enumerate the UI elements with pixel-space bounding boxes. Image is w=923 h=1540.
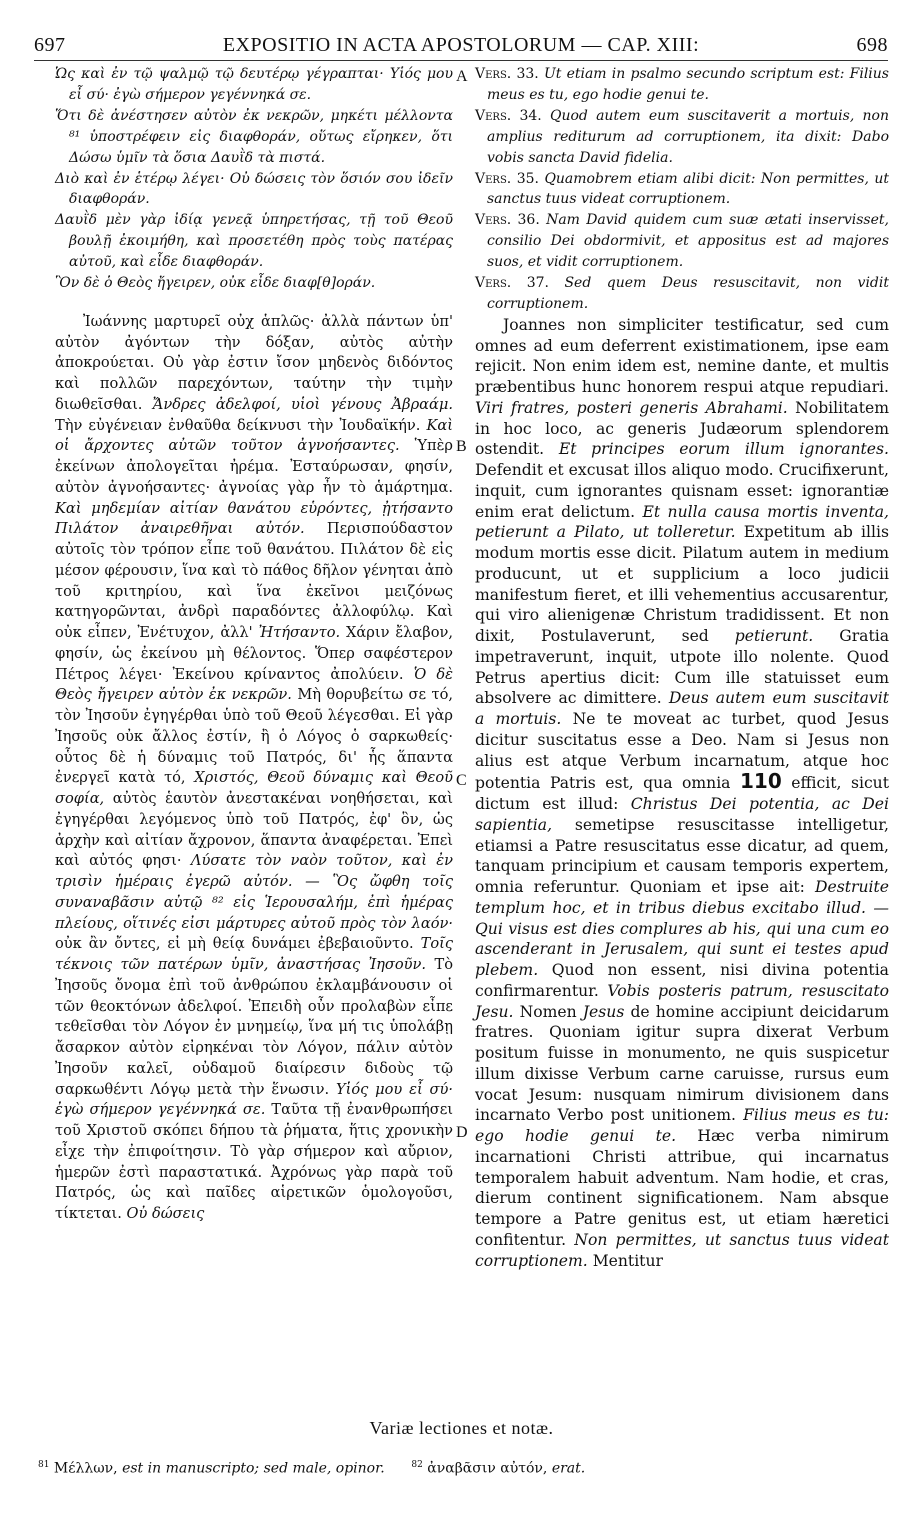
- note-greek: ἀναβᾶσιν αὐτόν,: [427, 1460, 548, 1477]
- latin-lemma: Viri fratres, posteri generis Abrahami.: [475, 398, 788, 417]
- latin-lemma: Deus autem eum suscitavit a mortuis.: [475, 689, 889, 729]
- latin-text: de homine accipiunt deicidarum fratres. Quoniam igitur supra dixerat Verbum positum fuisse in monumento, ne quis suspicetur illum dixisse Verbum carne caruisse, rursus eum vocat Jesum: nusquam nimirum divisionem dans incarnato Verbo post unitionem.: [475, 1002, 889, 1125]
- latin-verse: [475, 169, 889, 211]
- latin-lemma: Christus Dei potentia, ac Dei sapientia,: [475, 795, 889, 834]
- greek-commentary: [55, 312, 453, 1225]
- greek-lemma: Τοῖς τέκνοις τῶν πατέρων ὑμῖν, ἀναστήσας Ἰησοῦν.: [55, 935, 454, 974]
- verse-text: Quod autem eum suscitaverit a mortuis, non amplius rediturum ad corruptionem, ita dixit: Dabo vobis sancta David fidelia.: [487, 107, 889, 166]
- latin-text: Nobilitatem in hoc loco, ac generis Judæorum splendorem ostendit.: [475, 398, 889, 459]
- latin-text: Ne te moveat ac turbet, quod Jesus dicitur suscitatus esse a Deo. Nam si Jesus non alius est atque Verbum incarnatum, atque hoc potentia Patris est, qua omnia: [475, 710, 889, 793]
- verse-text: Nam David quidem cum suæ ætati inservisset, consilio Dei obdormivit, et appositus est ad majores suos, et vidit corruptionem.: [487, 212, 889, 271]
- latin-text: semetipse resuscitasse intelligetur, etiamsi a Patre resuscitatus esse dicatur, ad quem, tanquam principium et causam temporis expertem, omnia referuntur. Quoniam et ipse ait:: [475, 815, 889, 897]
- greek-text: Χάριν ἔλαβον, φησίν, ὡς ἐκείνου μὴ θέλοντος. Ὅπερ σαφέστερον Πέτρος λέγει· Ἐκείνου κρίναντος ἀπολύειν.: [55, 624, 454, 683]
- notes-line: [38, 1460, 898, 1477]
- margin-letter-d: D: [456, 1124, 468, 1141]
- note-greek: Μέλλων,: [53, 1460, 118, 1477]
- latin-lemma: Jesus: [582, 1002, 625, 1021]
- latin-lemma: Filius meus es tu: ego hodie genui te.: [475, 1106, 889, 1146]
- margin-letter-b: B: [456, 438, 467, 455]
- greek-lemma: Καὶ μηδεμίαν αἰτίαν θανάτου εὑρόντες, ᾐτήσαντο Πιλάτον ἀναιρεθῆναι αὐτόν.: [55, 499, 453, 538]
- header-rule: [34, 60, 888, 61]
- page-number-right: 698: [856, 34, 888, 56]
- greek-lemma: Οὐ δώσεις: [126, 1205, 205, 1223]
- latin-verse: [475, 64, 889, 106]
- column-number: 110: [739, 769, 782, 794]
- latin-lemma: Destruite templum hoc, et in tribus diebus excitabo illud. — Qui visus est dies complures ab his, qui una cum eo ascenderant in Jerusalem, qui sunt ei testes apud plebem.: [475, 878, 889, 980]
- latin-text: efficit, sicut dictum est illud:: [475, 774, 889, 814]
- latin-commentary: [475, 315, 889, 1272]
- greek-verse: Ὅτι δὲ ἀνέστησεν αὐτὸν ἐκ νεκρῶν, μηκέτι μέλλοντα ⁸¹ ὑποστρέφειν εἰς διαφθοράν, οὕτως εἴρηκεν, ὅτι Δώσω ὑμῖν τὰ ὅσια Δαυῒδ τὰ πιστά.: [55, 107, 453, 166]
- latin-text: Hæc verba nimirum incarnationi Christi attribue, qui incarnatus temporalem habuit adventum. Nam hodie, et cras, dierum continent significationem. Nam absque tempore a Patre genitus est, ut etiam hæretici confitentur.: [475, 1127, 889, 1249]
- greek-text: Ταῦτα τῇ ἐνανθρωπήσει τοῦ Χριστοῦ σκόπει δήπου τὰ ῥήματα, ἥτις χρονικὴν εἶχε τὴν ἐπιφοίτησιν. Τὸ γὰρ σήμερον καὶ αὔριον, ἡμερῶν ἐστὶ παραστατικά. Ἀχρόνως γὰρ παρὰ τοῦ Πατρός, ὡς καὶ παῖδες αἱρετικῶν ὁμολογοῦσι, τίκτεται.: [55, 1101, 453, 1223]
- greek-verse: Δαυῒδ μὲν γὰρ ἰδίᾳ γενεᾷ ὑπηρετήσας, τῇ τοῦ Θεοῦ βουλῇ ἐκοιμήθη, καὶ προσετέθη πρὸς τοὺς πατέρας αὐτοῦ, καὶ εἶδε διαφθοράν.: [55, 212, 453, 271]
- greek-verse: Ὡς καὶ ἐν τῷ ψαλμῷ τῷ δευτέρῳ γέγραπται· Υἱός μου εἶ σύ· ἐγὼ σήμερον γεγέννηκά σε.: [55, 66, 453, 103]
- latin-lemma: Non permittes, ut sanctus tuus videat corruptionem.: [475, 1230, 889, 1270]
- note-text: est in manuscripto; sed male, opinor.: [122, 1460, 385, 1477]
- page-header: [34, 34, 888, 58]
- verse-label: Vers. 37.: [475, 275, 549, 292]
- latin-lemma: Vobis posteris patrum, resuscitato Jesu.: [475, 981, 889, 1021]
- verse-label: Vers. 36.: [475, 212, 540, 229]
- greek-verse: Διὸ καὶ ἐν ἑτέρῳ λέγει· Οὐ δώσεις τὸν ὅσιόν σου ἰδεῖν διαφθοράν.: [55, 170, 453, 208]
- greek-verse: Ὃν δὲ ὁ Θεὸς ἤγειρεν, οὐκ εἶδε διαφ[θ]οράν.: [55, 275, 376, 292]
- notes-title: Variæ lectiones et notæ.: [369, 1418, 554, 1438]
- latin-text: Gratia impetraverunt, inquit, utpote illo nolente. Quod Petrus apertius dicit: Cum ille statuisset eum absolvere ac dimittere.: [475, 627, 889, 708]
- latin-verse: [475, 106, 889, 169]
- greek-lemma: Χριστός, Θεοῦ δύναμις καὶ Θεοῦ σοφία,: [55, 769, 454, 808]
- greek-lemma: Υἱός μου εἶ σύ· ἐγὼ σήμερον γεγέννηκά σε.: [55, 1080, 453, 1119]
- latin-text: Defendit et excusat illos aliquo modo. Crucifixerunt, inquit, cum ignorantes quisnam esset: ignorantiæ enim erat delictum.: [475, 461, 889, 521]
- margin-letter-c: C: [456, 772, 467, 789]
- verse-text: Ut etiam in psalmo secundo scriptum est: Filius meus es tu, ego hodie genui te.: [487, 66, 889, 103]
- latin-text: Expetitum ab illis modum mortis esse dicit. Pilatum autem in medium producunt, ut et supplicium a loco judicii manifestum fieret, et illi vehementius accusarentur, qui viro alienigenæ Christum tradidissent. Et non dixit, Postulaverunt, sed: [475, 523, 889, 646]
- verse-label: Vers. 34.: [475, 107, 542, 124]
- greek-text: Μὴ θορυβείτω σε τό, τὸν Ἰησοῦν ἐγηγέρθαι ὑπὸ τοῦ Θεοῦ λέγεσθαι. Εἰ γὰρ Ἰησοῦς οὐκ ἄλλος ἐστίν, ἢ ὁ Λόγος ὁ σαρκωθείς· οὗτος δὲ ἡ δύναμις τοῦ Πατρός, δι' ἧς ἅπαντα ἐνεργεῖ κατὰ τό,: [55, 686, 454, 787]
- greek-text: οὐκ ἂν ὄντες, εἰ μὴ θείᾳ δυνάμει ἐβεβαιοῦντο.: [55, 935, 414, 953]
- greek-text: Τὴν εὐγένειαν ἐνθαῦθα δείκνυσι τὴν Ἰουδαϊκήν.: [55, 416, 421, 434]
- latin-text: Nomen: [519, 1002, 577, 1021]
- latin-text: Joannes non simpliciter testificatur, sed cum omnes ad eum deferrent existimationem, ipse eam rejicit. Non enim idem est, nemine dante, et multis præbentibus hunc honorem respui atque repudiari.: [475, 315, 889, 397]
- greek-lemma: Λύσατε τὸν ναὸν τοῦτον, καὶ ἐν τρισὶν ἡμέραις ἐγερῶ αὐτόν. — Ὃς ὤφθη τοῖς συναναβᾶσιν αὐτῷ ⁸² εἰς Ἱερουσαλήμ, ἐπὶ ἡμέρας πλείους, οἵτινές εἰσι μάρτυρες αὐτοῦ πρὸς τὸν λαόν·: [55, 852, 454, 932]
- latin-verse: [475, 210, 889, 273]
- greek-text: Ἰωάννης μαρτυρεῖ οὐχ ἁπλῶς· ἀλλὰ πάντων ὑπ' αὐτὸν ἀγόντων τὴν δόξαν, αὐτὸς αὐτὴν ἀποκρούεται. Οὐ γὰρ ἐστιν ἴσον μηδενὸς διδόντος καὶ πολλῶν παρεχόντων, ταύτην τὴν τιμὴν διωθεῖσθαι.: [55, 312, 453, 413]
- latin-lemma: Et principes eorum illum ignorantes.: [558, 440, 889, 459]
- margin-letter-a: A: [456, 68, 468, 85]
- note-marker: 82: [411, 1460, 423, 1470]
- latin-verse: [475, 273, 889, 315]
- greek-column: [55, 64, 453, 1225]
- page-number-left: 697: [34, 34, 66, 56]
- greek-lemma: Ὁ δὲ Θεὸς ἤγειρεν αὐτὸν ἐκ νεκρῶν.: [55, 665, 453, 704]
- greek-lemma: Ἄνδρες ἀδελφοί, υἱοὶ γένους Ἀβραάμ.: [152, 395, 454, 413]
- verse-text: Sed quem Deus resuscitavit, non vidit corruptionem.: [487, 275, 889, 312]
- latin-column: [475, 64, 889, 1271]
- greek-text: αὐτὸς ἑαυτὸν ἀνεστακέναι νοηθήσεται, καὶ ἐγηγέρθαι λεγόμενος ὑπὸ τοῦ Πατρός, ἐφ' ὃν, ὡς ἀρχὴν καὶ αἰτίαν ἄχρονον, ἅπαντα ἀναφέρεται. Ἐπεὶ καὶ αὐτός φησι·: [55, 790, 454, 870]
- greek-lemma: Ἠτήσαντο.: [258, 624, 341, 642]
- note-marker: 81: [38, 1460, 50, 1470]
- latin-lemma: Et nulla causa mortis inventa, petierunt a Pilato, ut tolleretur.: [475, 502, 889, 542]
- verse-label: Vers. 33.: [475, 66, 539, 82]
- greek-text: Τὸ Ἰησοῦς ὄνομα ἐπὶ τοῦ ἀνθρώπου ἐκλαμβάνουσιν οἱ τῶν θεοκτόνων ἀδελφοί. Ἐπειδὴ οὖν προλαβὼν εἶπε τεθεῖσθαι τὸν Λόγον ἐν μνημείῳ, ἵνα μή τις ὑπολάβῃ ἄσαρκον αὐτὸν εἰρηκέναι τὸν Λόγον, πάλιν αὐτὸν Ἰησοῦν καλεῖ, οὐδαμοῦ διαίρεσιν διδοὺς τῷ σαρκωθέντι Λόγῳ μετὰ τὴν ἕνωσιν.: [55, 956, 453, 1098]
- greek-lemma: Καὶ οἱ ἄρχοντες αὐτῶν τοῦτον ἀγνοήσαντες.: [55, 416, 454, 455]
- running-title: EXPOSITIO IN ACTA APOSTOLORUM — CAP. XIII:: [222, 34, 700, 56]
- greek-text: Ὑπὲρ ἐκείνων ἀπολογεῖται ἠρέμα. Ἐσταύρωσαν, φησίν, αὐτὸν ἀγνοήσαντες· ἀγνοίας γὰρ ἦν τὸ ἁμάρτημα.: [55, 437, 454, 496]
- latin-text: Mentitur: [592, 1251, 663, 1270]
- verse-label: Vers. 35.: [475, 170, 539, 187]
- note-text: erat.: [551, 1460, 586, 1477]
- verse-text: Quamobrem etiam alibi dicit: Non permittes, ut sanctus tuus videat corruptionem.: [487, 170, 889, 208]
- greek-text: Περισπούδαστον αὐτοῖς τὸν τρόπον εἶπε τοῦ θανάτου. Πιλάτον δὲ εἰς μέσον φέρουσιν, ἵνα καὶ τὸ πάθος δῆλον γένηται ἀπὸ τοῦ κριτηρίου, καὶ ἵνα ἐκεῖνοι μειζόνως κατηγορῶνται, ἀνδρὶ παραδόντες ἀλλοφύλῳ. Καὶ οὐκ εἶπεν, Ἐνέτυχον, ἀλλ': [55, 520, 453, 642]
- latin-text: Quod non essent, nisi divina potentia confirmarentur.: [475, 961, 889, 1000]
- latin-lemma: petierunt.: [734, 627, 814, 646]
